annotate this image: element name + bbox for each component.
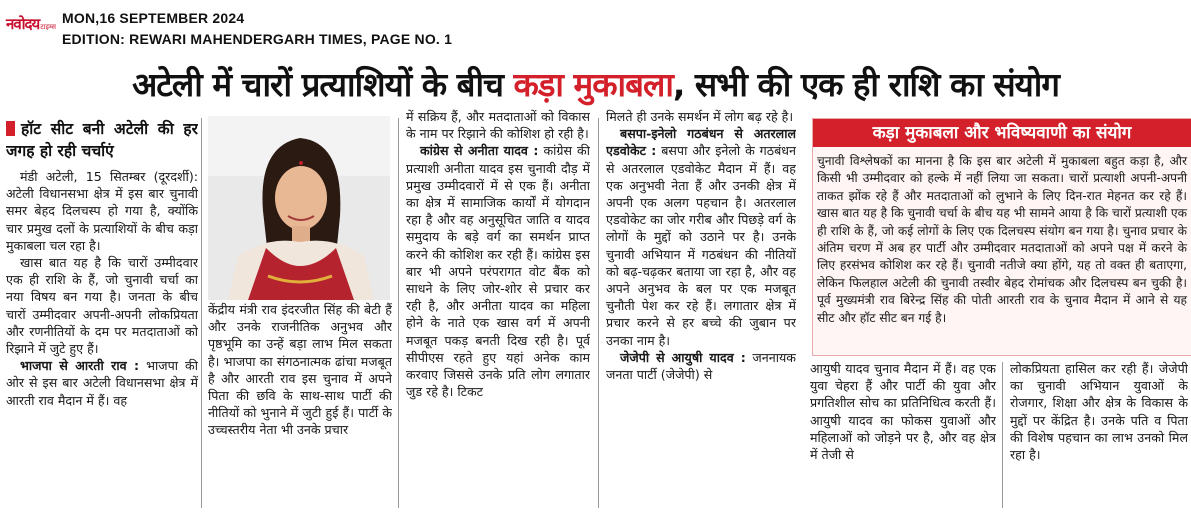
portrait-illustration <box>208 116 390 300</box>
logo-name: नवोदय <box>6 15 40 33</box>
article-column-3 <box>406 108 590 510</box>
column-divider <box>398 118 399 508</box>
prediction-box-body: चुनावी विश्लेषकों का मानना है कि इस बार अटेली में मुकाबला बहुत कड़ा है, और किसी भी उम्मीदवार को हल्के में नहीं लिया जा सकता। चारों प्रत्याशी अपनी-अपनी ताकत झोंक रहे हैं और मतदाताओं को लुभाने के लिए दिन-रात मेहनत कर रहे हैं। खास बात यह है कि चुनावी चर्चा के बीच यह भी सामने आया है कि चारों प्रत्याशी एक ही राशि के हैं, जो कई लोगों के लिए एक दिलचस्प संयोग बन गया है। चुनाव प्रचार के अंतिम चरण में अब हर पार्टी और उम्मीदवार मतदाताओं को अपने पक्ष में करने के लिए हरसंभव कोशिश कर रहे हैं। चुनावी नतीजे क्या होंगे, यह तो वक्त ही बताएगा, लेकिन फिलहाल अटेली की चुनावी तस्वीर बेहद रोमांचक और दिलचस्प बन चुकी है। पूर्व मुख्यमंत्री राव बिरेन्द्र सिंह की पोती आरती राव के चुनाव मैदान में आने से यह सीट और हॉट सीट बन गई है। <box>817 154 1187 325</box>
prediction-box <box>812 118 1191 356</box>
article-paragraph: जेजेपी से आयुषी यादव : जननायक जनता पार्टी (जेजेपी) से <box>606 349 796 383</box>
article-column-1 <box>6 118 198 510</box>
prediction-box-title: कड़ा मुकाबला और भविष्यवाणी का संयोग <box>813 119 1191 147</box>
article-column-2 <box>208 301 392 509</box>
article-paragraph: केंद्रीय मंत्री राव इंदरजीत सिंह की बेटी हैं और उनके राजनीतिक अनुभव और पृष्ठभूमि का उन्हें बड़ा लाभ मिल सकता है। भाजपा का संगठनात्मक ढांचा मजबूत है और आरती राव इस चुनाव में अपने पिता की छवि के साथ-साथ पार्टी की नीतियों को भुनाने में जुटी हुई हैं। पार्टी के उच्चस्तरीय नेता भी उनके प्रचार <box>208 302 392 438</box>
article-paragraph: आयुषी यादव चुनाव मैदान में हैं। वह एक युवा चेहरा हैं और पार्टी की युवा और प्रगतिशील सोच का प्रतिनिधित्व करती हैं। आयुषी यादव का फोकस युवाओं और महिलाओं को जोड़ने पर है, और वह क्षेत्र में तेजी से <box>810 361 996 463</box>
column-divider <box>201 118 202 508</box>
logo-suffix: टाइम्स <box>40 23 57 31</box>
article-column-6 <box>1010 360 1188 510</box>
column-divider <box>598 118 599 508</box>
article-column-4 <box>606 108 796 510</box>
article-paragraph: में सक्रिय हैं, और मतदाताओं को विकास के नाम पर रिझाने की कोशिश हो रही है। <box>406 109 590 142</box>
headline-part1: अटेली में चारों प्रत्याशियों के बीच <box>132 65 514 104</box>
edition-date: MON,16 SEPTEMBER 2024 <box>62 10 245 26</box>
article-paragraph: कांग्रेस से अनीता यादव : कांग्रेस की प्रत्याशी अनीता यादव इस चुनावी दौड़ में प्रमुख उम्मीदवारों में से एक हैं। अनीता का क्षेत्र में सामाजिक कार्यों में योगदान रहा है और वह अनुसूचित जाति व यादव समुदाय के बड़े वर्ग का समर्थन प्राप्त करने की कोशिश कर रही हैं। कांग्रेस इस बार भी अपने परंपरागत वोट बैंक को साधने के लिए जोर-शोर से प्रचार कर रही है, और अनीता यादव का महिला होने के नाते एक खास वर्ग में अपनी मजबूत पकड़ बनती दिख रही है। पूर्व सीपीएस रहते हुए यहां अनेक काम करवाए जिससे उनके प्रति लोग लगातार जुड रहे है। टिकट <box>406 143 590 400</box>
article-paragraph: बसपा-इनेलो गठबंधन से अतरलाल एडवोकेट : बसपा और इनेलो के गठबंधन से अतरलाल एडवोकेट मैदान में हैं। वह एक अनुभवी नेता हैं और उनकी क्षेत्र में अपनी एक अलग पहचान है। अतरलाल एडवोकेट का जोर गरीब और पिछड़े वर्ग के लोगों के मुद्दों को उठाने पर है। उनके चुनावी अभियान में गठबंधन की नीतियों को बढ़-चढ़कर बताया जा रहा है, और वह अपने अनुभव के बल पर एक मजबूत चुनौती पेश कर रहे हैं। लगातार क्षेत्र में प्रचार करने से हर बच्चे की जुबान पर उनका नाम है। <box>606 126 796 348</box>
headline-part2: , सभी की एक ही राशि का संयोग <box>672 65 1059 104</box>
article-subheading: हॉट सीट बनी अटेली की हर जगह हो रही चर्चाएं <box>6 120 198 160</box>
article-paragraph: भाजपा से आरती राव : भाजपा की ओर से इस बार अटेली विधानसभा क्षेत्र में आरती राव मैदान में हैं। वह <box>6 358 198 408</box>
article-paragraph: मंडी अटेली, 15 सितम्बर (दूरदर्शी): अटेली विधानसभा क्षेत्र में इस बार चुनावी समर बेहद दिलचस्प हो गया है, क्योंकि चार प्रमुख दलों के प्रत्याशियों के बीच कड़ा मुकाबला चल रहा है। <box>6 169 198 253</box>
headline-highlight: कड़ा मुकाबला <box>513 65 673 104</box>
edition-info: EDITION: REWARI MAHENDERGARH TIMES, PAGE NO. 1 <box>62 31 453 47</box>
candidate-photo <box>208 116 390 300</box>
article-paragraph: लोकप्रियता हासिल कर रही हैं। जेजेपी का चुनावी अभियान युवाओं के रोजगार, शिक्षा और क्षेत्र के विकास के मुद्दों पर केंद्रित है। उनके पति व पिता की विशेष पहचान का लाभ उनको मिल रहा है। <box>1010 361 1188 463</box>
column-divider <box>1002 362 1003 508</box>
article-paragraph: मिलते ही उनके समर्थन में लोग बढ़ रहे है। <box>606 109 794 124</box>
article-column-5 <box>810 360 996 510</box>
subheading-marker <box>6 121 15 136</box>
newspaper-logo <box>6 14 57 38</box>
page-headline <box>0 60 1191 110</box>
article-paragraph: खास बात यह है कि चारों उम्मीदवार एक ही राशि के हैं, जो चुनावी चर्चा का नया विषय बन गया है। जनता के बीच चारों उम्मीदवार अपनी-अपनी लोकप्रियता और रणनीतियों के दम पर मतदाताओं को रिझाने में जुटे हुए हैं। <box>6 255 198 357</box>
